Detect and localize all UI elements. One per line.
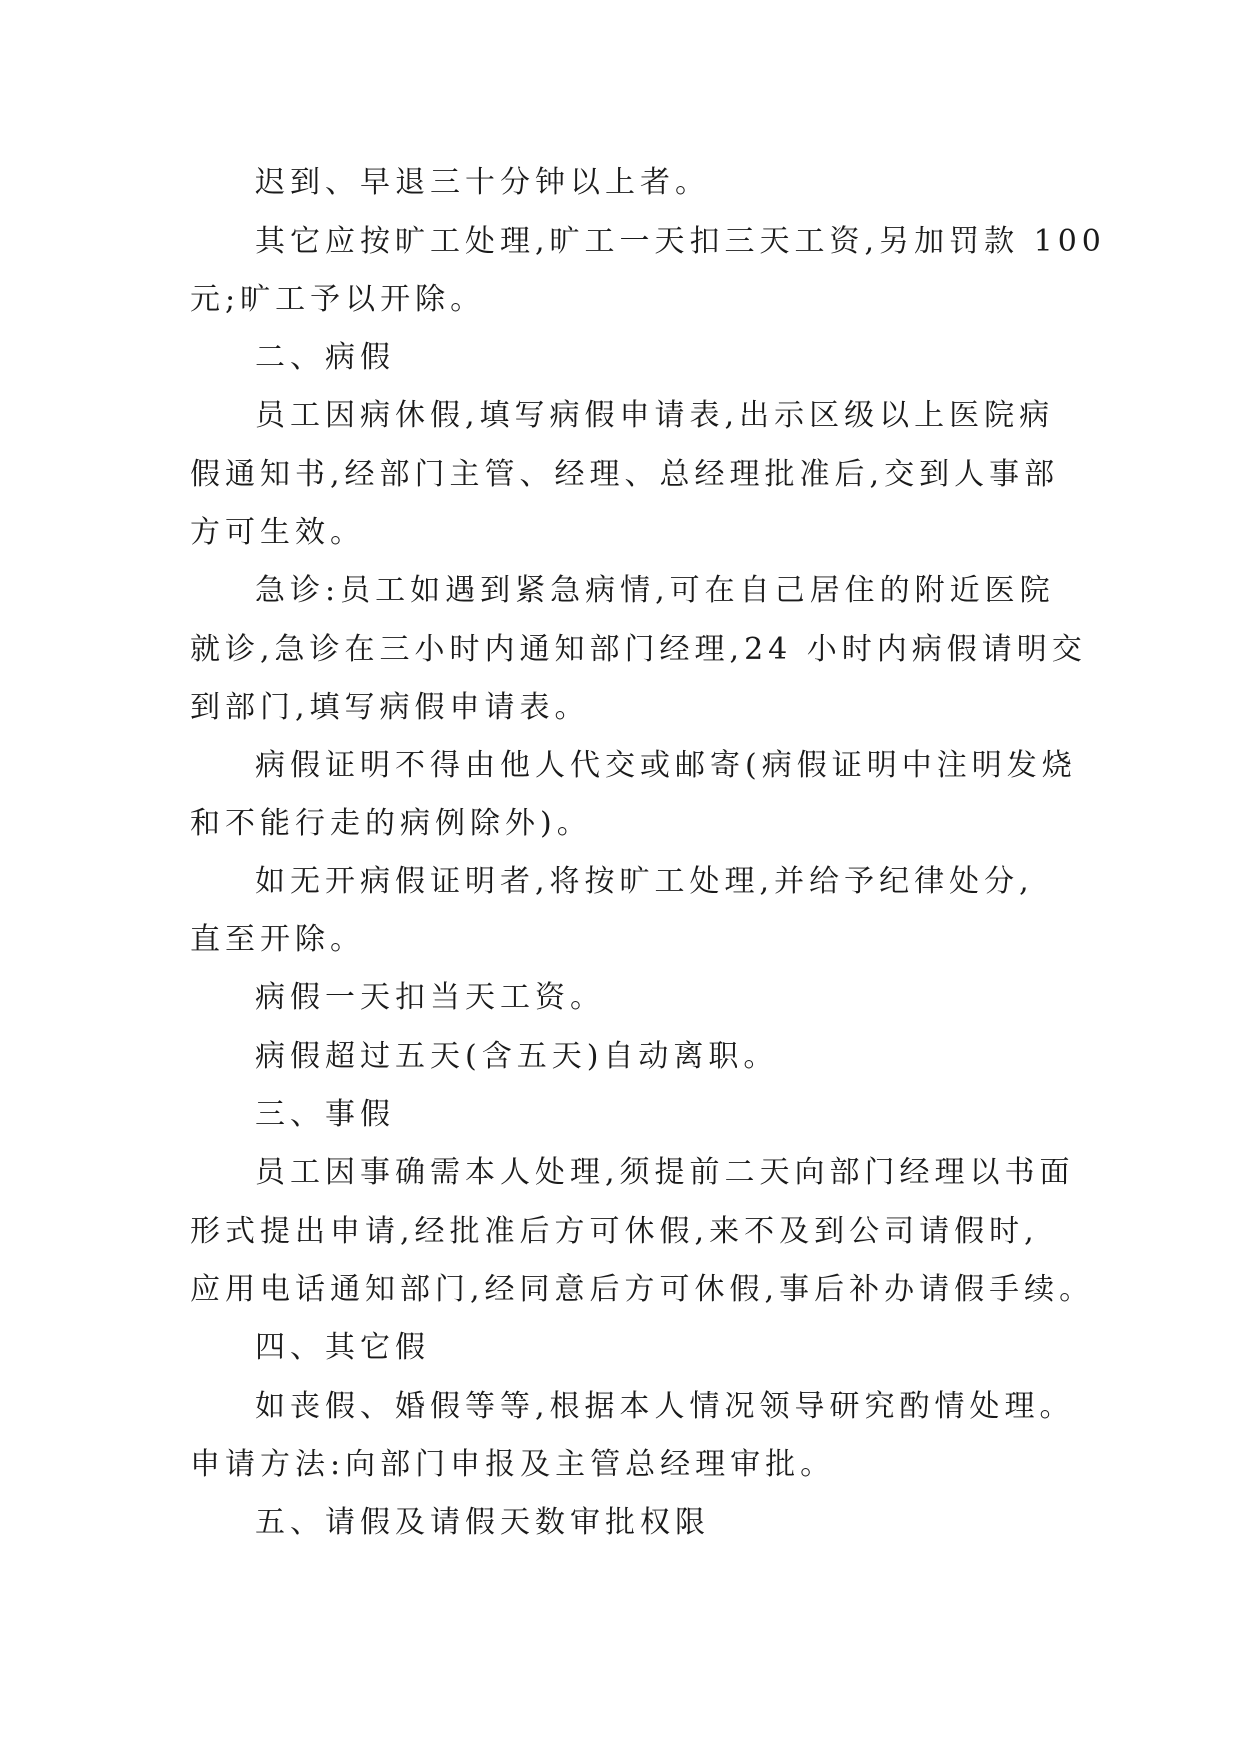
section-heading: 五、请假及请假天数审批权限 (255, 1505, 710, 1540)
text-line: 就诊,急诊在三小时内通知部门经理,24 小时内病假请明交 (190, 632, 1087, 667)
text-line: 申请方法:向部门申报及主管总经理审批。 (190, 1447, 836, 1482)
text-line: 直至开除。 (190, 922, 365, 957)
text-line: 假通知书,经部门主管、经理、总经理批准后,交到人事部 (190, 457, 1060, 492)
section-heading: 三、事假 (255, 1097, 395, 1132)
section-heading: 四、其它假 (255, 1330, 430, 1365)
text-line: 如无开病假证明者,将按旷工处理,并给予纪律处分, (255, 864, 1034, 899)
text-line: 方可生效。 (190, 515, 365, 550)
text-line: 应用电话通知部门,经同意后方可休假,事后补办请假手续。 (190, 1272, 1095, 1307)
text-line: 员工因病休假,填写病假申请表,出示区级以上医院病 (255, 398, 1055, 433)
text-line: 元;旷工予以开除。 (190, 282, 486, 317)
text-line: 到部门,填写病假申请表。 (190, 690, 590, 725)
text-line: 急诊:员工如遇到紧急病情,可在自己居住的附近医院 (255, 573, 1055, 608)
text-line: 病假证明不得由他人代交或邮寄(病假证明中注明发烧 (255, 748, 1077, 783)
text-line: 如丧假、婚假等等,根据本人情况领导研究酌情处理。 (255, 1389, 1075, 1424)
text-line: 迟到、早退三十分钟以上者。 (255, 165, 710, 200)
text-line: 和不能行走的病例除外)。 (190, 806, 592, 841)
text-line: 员工因事确需本人处理,须提前二天向部门经理以书面 (255, 1155, 1075, 1190)
text-line: 其它应按旷工处理,旷工一天扣三天工资,另加罚款 100 (255, 224, 1106, 259)
text-line: 病假超过五天(含五天)自动离职。 (255, 1039, 779, 1074)
text-line: 病假一天扣当天工资。 (255, 980, 605, 1015)
text-line: 形式提出申请,经批准后方可休假,来不及到公司请假时, (190, 1214, 1039, 1249)
section-heading: 二、病假 (255, 340, 395, 375)
